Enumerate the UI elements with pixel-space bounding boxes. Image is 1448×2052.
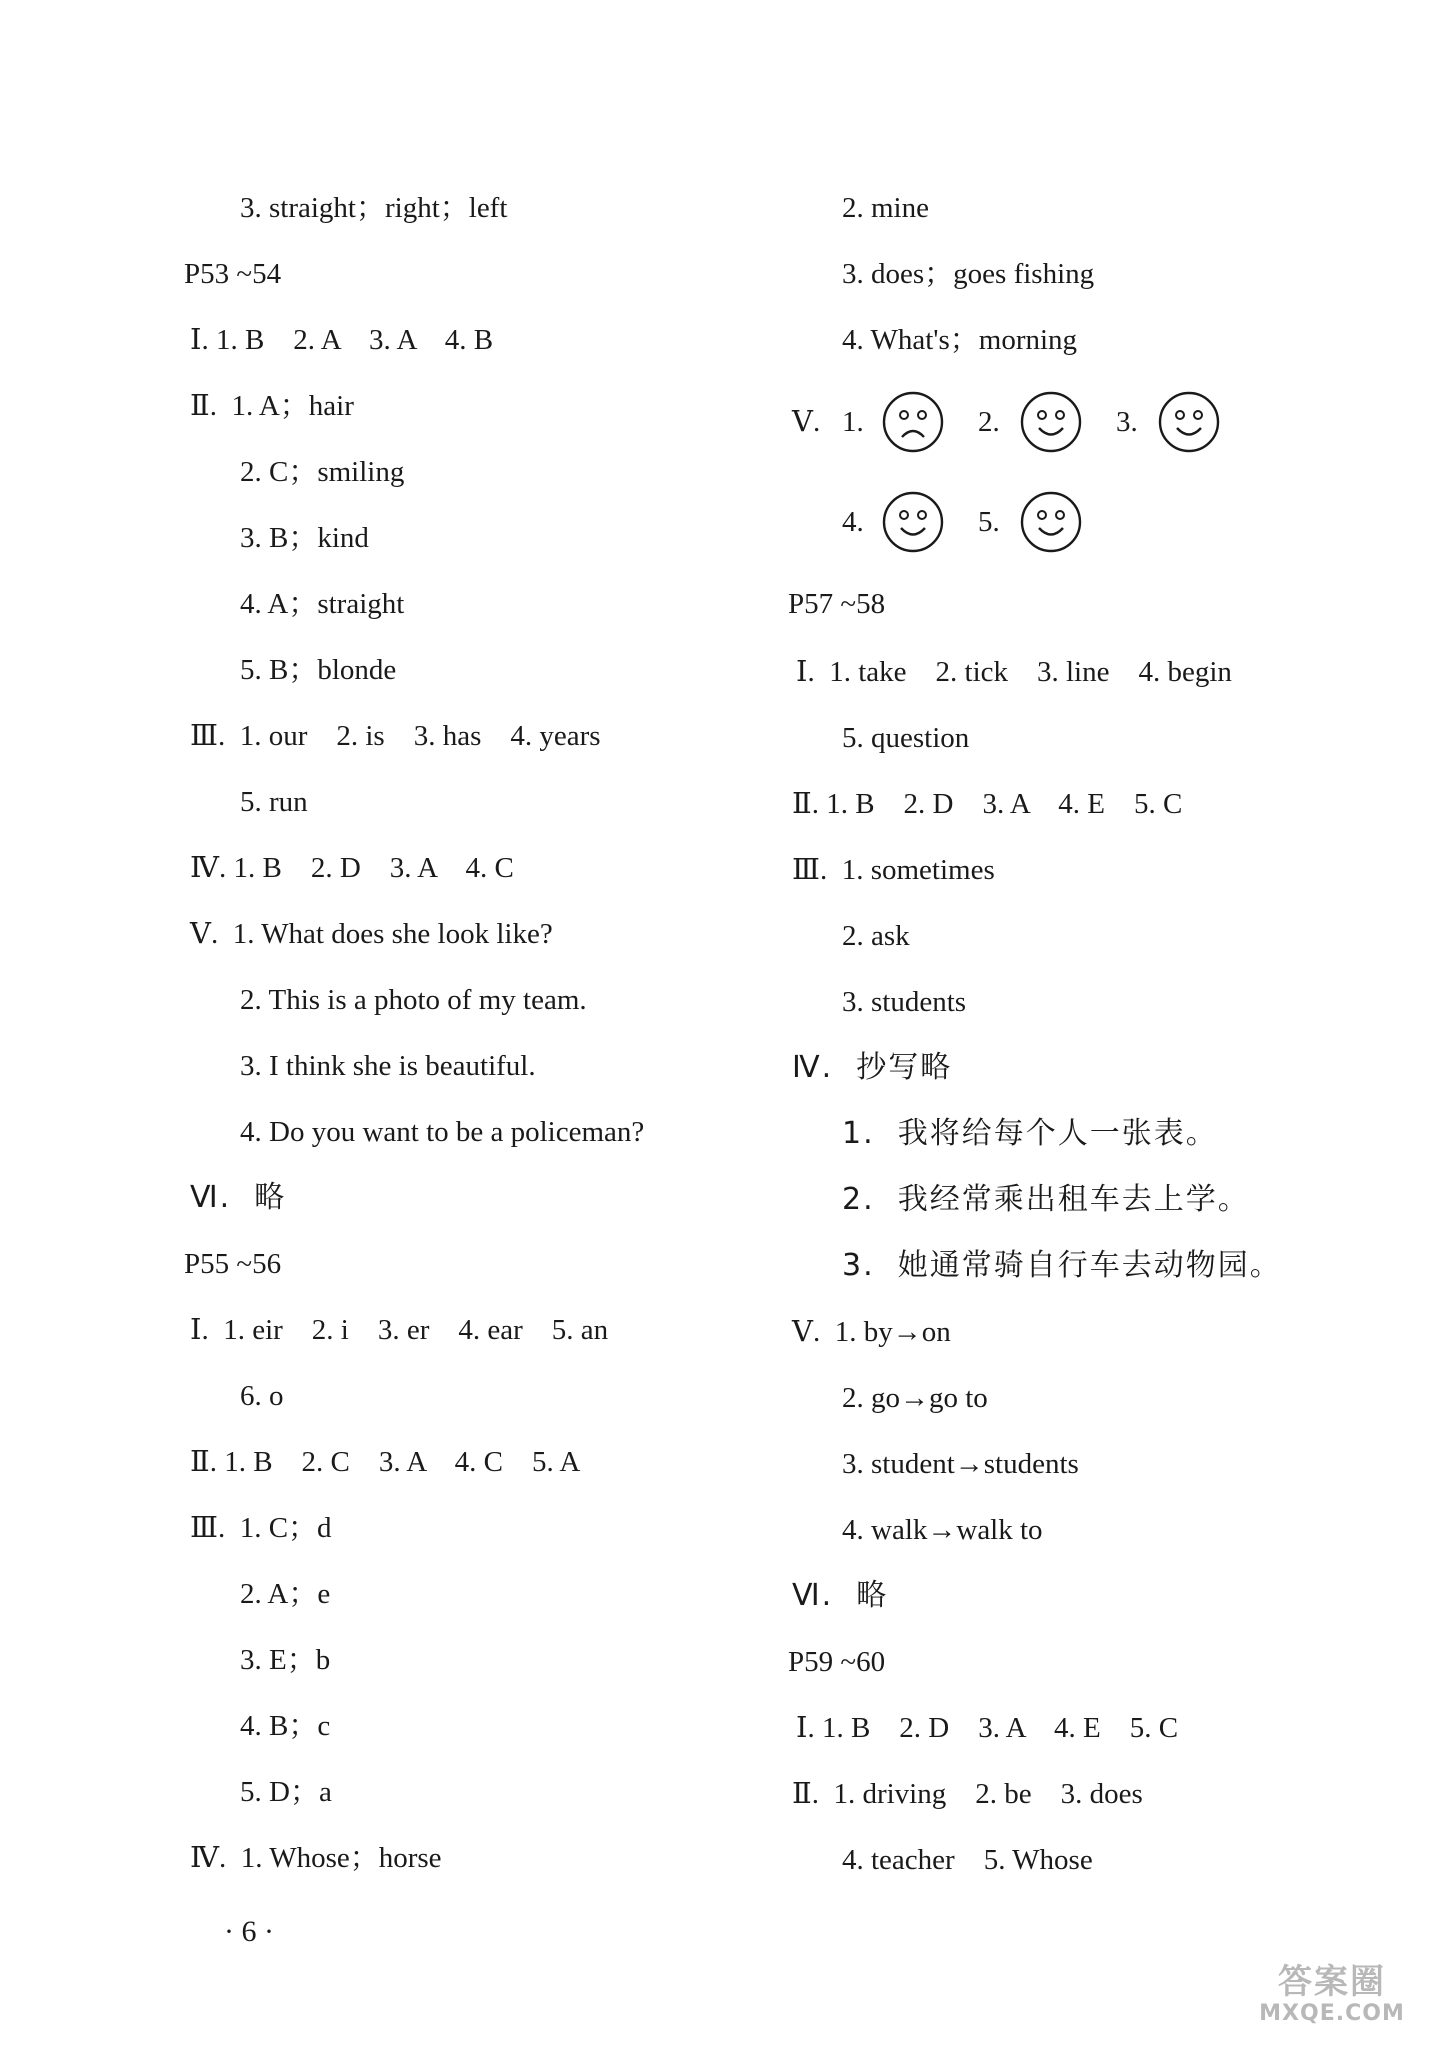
answer-line: 2. go→go to <box>842 1382 988 1414</box>
face-label: 5. <box>978 506 1000 538</box>
watermark-title: 答案圈 <box>1278 1962 1386 2002</box>
answer-line: Ⅳ. 抄写略 <box>792 1050 953 1085</box>
answer-line: 3. straight；right；left <box>240 192 508 224</box>
answer-line: 5. question <box>842 722 970 754</box>
watermark-url: MXQE.COM <box>1259 2001 1405 2026</box>
watermark-logo <box>1242 1962 1422 2032</box>
answer-line: 2. mine <box>842 192 929 224</box>
face-label: 4. <box>842 506 864 538</box>
answer-line: 2. This is a photo of my team. <box>240 984 587 1016</box>
answer-line: 4. A；straight <box>240 588 405 620</box>
answer-line: 2. ask <box>842 920 910 952</box>
face-label: 2. <box>978 406 1000 438</box>
answer-line: Ⅳ. 1. Whose；horse <box>190 1842 442 1874</box>
answer-line: 5. D；a <box>240 1776 332 1808</box>
page-number: · 6 · <box>224 1915 274 1948</box>
face-label: 1. <box>842 406 864 438</box>
answer-line: 4. B；c <box>240 1710 331 1742</box>
answer-line: 3. does；goes fishing <box>842 258 1095 290</box>
happy-face-icon <box>1158 391 1220 453</box>
answer-line: Ⅴ. 1. by→on <box>792 1316 951 1348</box>
answer-line: Ⅴ. 1. What does she look like? <box>190 918 553 950</box>
section-heading-p55-56: P55 ~56 <box>184 1248 282 1280</box>
answer-line: 3. I think she is beautiful. <box>240 1050 536 1082</box>
happy-face-icon <box>1020 391 1082 453</box>
answer-line: Ⅲ. 1. our 2. is 3. has 4. years <box>190 720 601 752</box>
answer-line: 3. E；b <box>240 1644 331 1676</box>
answer-line: 2. A；e <box>240 1578 331 1610</box>
answer-line: 4. teacher 5. Whose <box>842 1844 1093 1876</box>
answer-line: Ⅰ. 1. B 2. D 3. A 4. E 5. C <box>796 1712 1179 1744</box>
answer-line: 2. C；smiling <box>240 456 405 488</box>
answer-line: 3. B；kind <box>240 522 369 554</box>
answer-line: Ⅱ. 1. B 2. D 3. A 4. E 5. C <box>792 788 1183 820</box>
answer-line: 3. student→students <box>842 1448 1079 1480</box>
translation-line: 1. 我将给每个人一张表。 <box>842 1116 1218 1151</box>
answer-line: 5. B；blonde <box>240 654 397 686</box>
answer-line: Ⅱ. 1. driving 2. be 3. does <box>792 1778 1143 1810</box>
answer-line: Ⅵ. 略 <box>190 1180 287 1215</box>
answer-line: Ⅰ. 1. eir 2. i 3. er 4. ear 5. an <box>190 1314 609 1346</box>
section-heading-p57-58: P57 ~58 <box>788 588 886 620</box>
translation-line: 2. 我经常乘出租车去上学。 <box>842 1182 1250 1217</box>
sad-face-icon <box>882 391 944 453</box>
answer-line: 4. Do you want to be a policeman? <box>240 1116 645 1148</box>
happy-face-icon <box>882 491 944 553</box>
answer-line: Ⅲ. 1. C；d <box>190 1512 332 1544</box>
section-heading-p59-60: P59 ~60 <box>788 1646 886 1678</box>
answer-line: Ⅱ. 1. A；hair <box>190 390 354 422</box>
face-label: 3. <box>1116 406 1138 438</box>
answer-line: 4. walk→walk to <box>842 1514 1043 1546</box>
answer-line: Ⅳ. 1. B 2. D 3. A 4. C <box>190 852 514 884</box>
answer-line: 4. What's；morning <box>842 324 1078 356</box>
translation-line: 3. 她通常骑自行车去动物园。 <box>842 1248 1282 1283</box>
section-heading-p53-54: P53 ~54 <box>184 258 282 290</box>
answer-line: Ⅵ. 略 <box>792 1578 889 1613</box>
answer-line: 5. run <box>240 786 308 818</box>
answer-line: 6. o <box>240 1380 284 1412</box>
answer-line: Ⅲ. 1. sometimes <box>792 854 995 886</box>
answer-line: Ⅱ. 1. B 2. C 3. A 4. C 5. A <box>190 1446 581 1478</box>
answer-line: Ⅰ. 1. take 2. tick 3. line 4. begin <box>796 656 1232 688</box>
faces-section-roman: Ⅴ. <box>792 406 821 438</box>
answer-line: Ⅰ. 1. B 2. A 3. A 4. B <box>190 324 494 356</box>
happy-face-icon <box>1020 491 1082 553</box>
answer-line: 3. students <box>842 986 967 1018</box>
